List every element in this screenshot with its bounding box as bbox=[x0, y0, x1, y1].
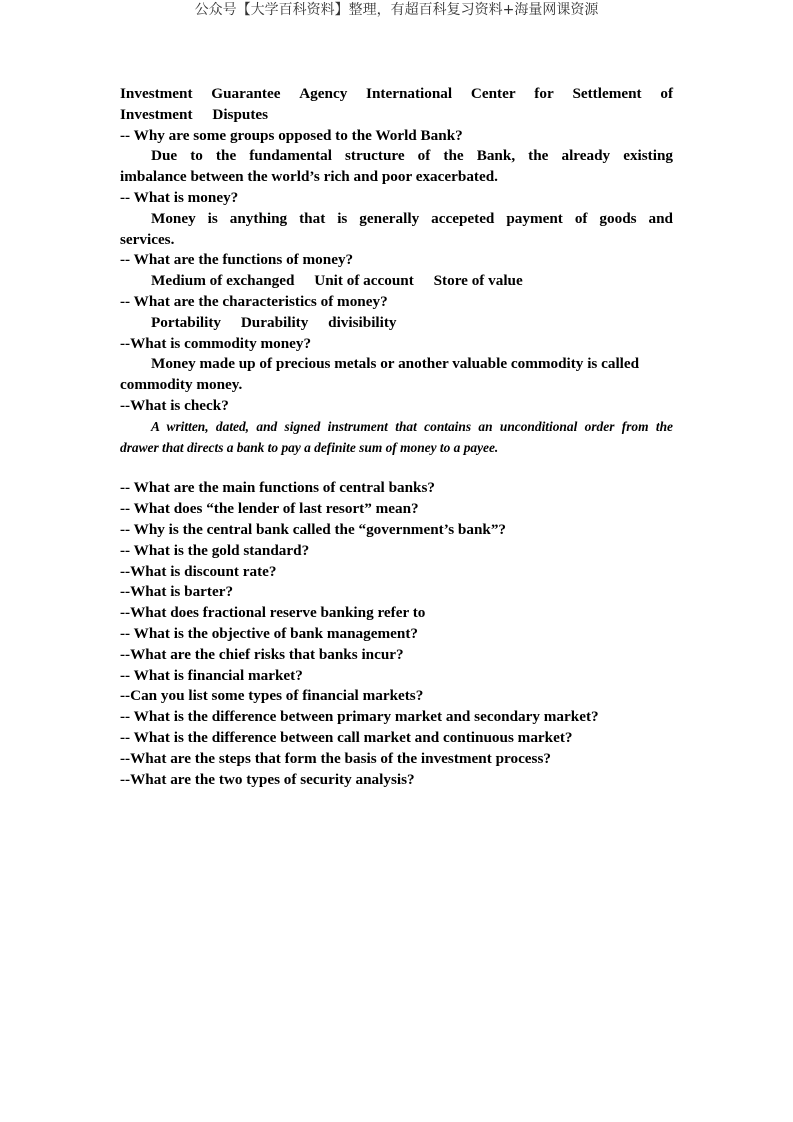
answer-line: Money is anything that is generally accepeted payment of goods and bbox=[151, 209, 673, 227]
question: -- What is the objective of bank management? bbox=[120, 624, 418, 642]
document-body bbox=[120, 84, 673, 790]
org-word: Agency bbox=[299, 85, 348, 102]
question: -- What are the functions of money? bbox=[120, 251, 354, 269]
question: -- Why are some groups opposed to the World Bank? bbox=[120, 126, 463, 144]
characteristics-list bbox=[120, 313, 673, 334]
answer-line: services. bbox=[120, 230, 175, 248]
page-header: 公众号【大学百科资料】整理，有超百科复习资料+海量网课资源 bbox=[194, 2, 599, 18]
question: -- What are the characteristics of money? bbox=[120, 292, 388, 310]
question-list bbox=[120, 478, 673, 790]
org-names-line bbox=[120, 84, 673, 105]
answer-line: imbalance between the world’s rich and poor exacerbated. bbox=[120, 168, 498, 186]
question: --What are the steps that form the basis of the investment process? bbox=[120, 749, 551, 767]
question: --What is check? bbox=[120, 396, 229, 414]
question: --Can you list some types of financial markets? bbox=[120, 687, 424, 705]
org-word: Investment bbox=[120, 85, 193, 102]
function-item: Medium of exchanged bbox=[151, 272, 295, 290]
question: -- What is the difference between call market and continuous market? bbox=[120, 728, 573, 746]
org-word: Center bbox=[470, 85, 516, 102]
org-word: Disputes bbox=[212, 105, 269, 123]
answer-line: Money made up of precious metals or another valuable commodity is called bbox=[151, 355, 640, 373]
answer-line: commodity money. bbox=[120, 376, 243, 394]
org-word: of bbox=[660, 85, 673, 102]
function-item: Store of value bbox=[433, 272, 523, 290]
question: -- What is the gold standard? bbox=[120, 541, 310, 559]
question: -- What does “the lender of last resort” mean? bbox=[120, 500, 419, 518]
org-word: Settlement bbox=[572, 85, 642, 102]
question: --What is commodity money? bbox=[120, 334, 312, 352]
org-word: for bbox=[534, 85, 554, 102]
function-item: Unit of account bbox=[314, 272, 414, 290]
question: -- What are the main functions of central banks? bbox=[120, 479, 436, 497]
org-word: Investment bbox=[120, 105, 193, 123]
answer-line-italic: A written, dated, and signed instrument that contains an unconditional order from the bbox=[151, 418, 673, 434]
question: --What are the chief risks that banks incur? bbox=[120, 645, 404, 663]
question: --What are the two types of security analysis? bbox=[120, 770, 415, 788]
question: --What is barter? bbox=[120, 583, 234, 601]
characteristic-item: Portability bbox=[151, 313, 222, 331]
question: --What does fractional reserve banking refer to bbox=[120, 604, 426, 622]
org-names-line-2 bbox=[120, 105, 673, 126]
characteristic-item: divisibility bbox=[328, 313, 397, 331]
answer-line-italic: drawer that directs a bank to pay a definite sum of money to a payee. bbox=[120, 439, 499, 455]
answer-line: Due to the fundamental structure of the Bank, the already existing bbox=[151, 147, 673, 165]
question: -- What is financial market? bbox=[120, 666, 303, 684]
question: -- Why is the central bank called the “government’s bank”? bbox=[120, 520, 507, 538]
functions-list bbox=[120, 271, 673, 292]
blank-line bbox=[120, 458, 673, 478]
org-word: International bbox=[366, 85, 453, 102]
question: -- What is the difference between primary market and secondary market? bbox=[120, 708, 599, 726]
question: --What is discount rate? bbox=[120, 562, 277, 580]
org-word: Guarantee bbox=[211, 85, 281, 102]
question: -- What is money? bbox=[120, 188, 239, 206]
characteristic-item: Durability bbox=[240, 313, 309, 331]
